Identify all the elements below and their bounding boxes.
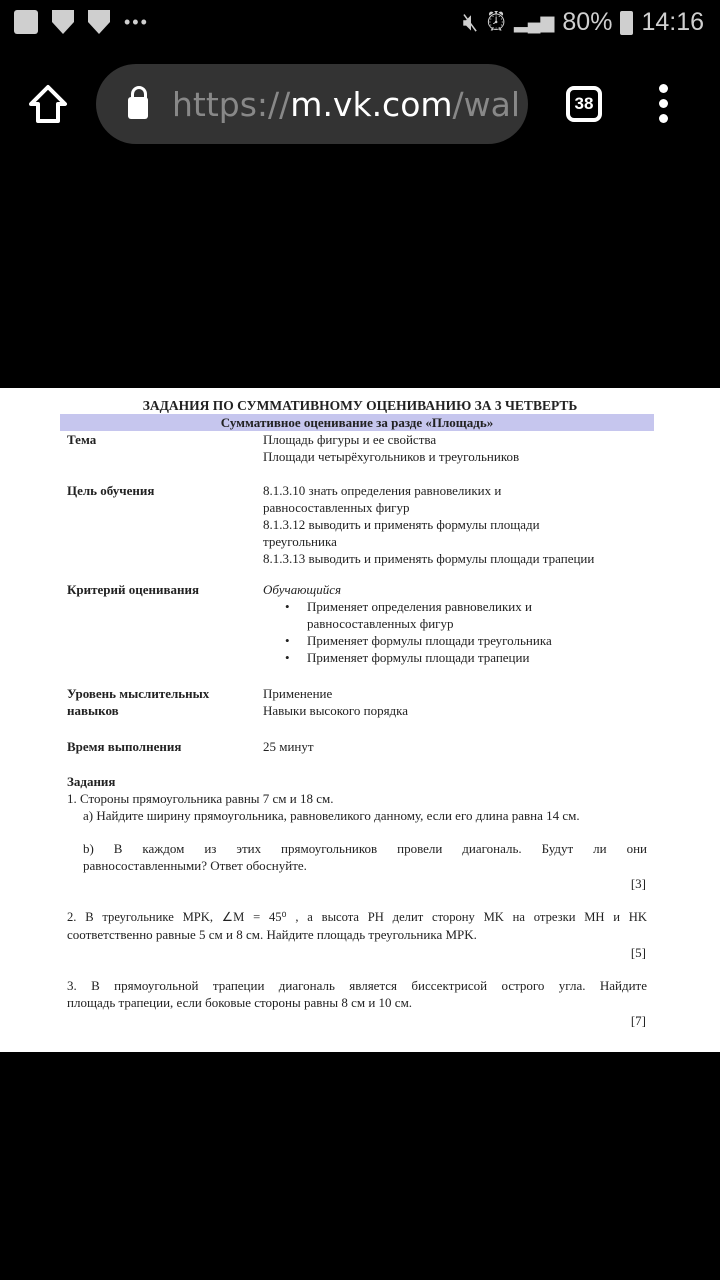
task1-points: [3] (630, 876, 646, 891)
tasks-heading: Задания (67, 774, 116, 789)
battery-icon (620, 11, 633, 35)
task1-text: 1. Стороны прямоугольника равны 7 см и 18 см. (67, 791, 334, 806)
time-label: Время выполнения (67, 739, 182, 754)
home-icon[interactable] (28, 84, 68, 124)
task1-b: b) В каждом из этих прямоугольников провели диагональ. Будут ли они (83, 841, 647, 856)
task1-a: a) Найдите ширину прямоугольника, равновеликого данному, если его длина равна 14 см. (83, 808, 580, 823)
gallery-notification-icon (14, 10, 38, 34)
document-subtitle: Суммативное оценивание за разде «Площадь» (60, 414, 654, 431)
document-title: ЗАДАНИЯ ПО СУММАТИВНОМУ ОЦЕНИВАНИЮ ЗА 3 ЧЕТВЕРТЬ (142, 398, 578, 413)
task2-text-cont: соответственно равные 5 см и 8 см. Найдите площадь треугольника MPK. (67, 927, 477, 942)
task2-text: 2. В треугольнике MPK, ∠M = 45⁰ , а высота PH делит сторону MK на отрезки MH и HK (67, 910, 647, 924)
level-label: Уровень мыслительных навыков (67, 686, 210, 718)
task1-b-cont: равносоставленными? Ответ обоснуйте. (83, 858, 307, 873)
task3-points: [7] (630, 1013, 646, 1028)
more-menu-icon[interactable] (656, 84, 670, 123)
lock-icon (128, 97, 148, 119)
battery-percent: 80% (562, 8, 613, 36)
time-value: 25 минут (263, 739, 314, 754)
level-value: Применение Навыки высокого порядка (263, 686, 409, 718)
more-notifications-icon: ••• (124, 11, 149, 32)
alarm-icon: ⏰︎ (486, 8, 506, 36)
task3-text-cont: площадь трапеции, если боковые стороны равны 8 см и 10 см. (67, 995, 413, 1010)
status-bar (0, 0, 720, 48)
mute-icon: 🔇︎ (462, 8, 479, 36)
url-scheme: https:// (172, 84, 291, 124)
clock: 14:16 (641, 8, 704, 36)
address-bar[interactable] (96, 64, 528, 144)
browser-toolbar (0, 48, 720, 160)
url-path: /wal (452, 84, 521, 124)
shield-notification-icon (52, 10, 74, 34)
criteria-label: Критерий оценивания (67, 582, 200, 597)
url-host: m.vk.com (290, 84, 453, 124)
topic-label: Тема (67, 432, 97, 447)
shield-notification-icon-2 (88, 10, 110, 34)
criteria-value: Обучающийся • Применяет определения равновеликих и равносоставленных фигур • Применяет формулы площади треугольника • Применяет формулы площади трапеции (263, 581, 552, 666)
wifi-signal-icon: ▂▄▆ (513, 12, 555, 32)
goal-label: Цель обучения (67, 483, 155, 498)
task3-text: 3. В прямоугольной трапеции диагональ является биссектрисой острого угла. Найдите (67, 978, 647, 993)
task2-points: [5] (630, 945, 646, 960)
goal-value: 8.1.3.10 знать определения равновеликих и равносоставленных фигур 8.1.3.12 выводить и применять формулы площади треугольника 8.1.3.13 выводить и применять формулы площади трапеции (263, 483, 595, 566)
tab-switcher-button[interactable]: 38 (566, 86, 602, 122)
topic-value: Площадь фигуры и ее свойства Площади четырёхугольников и треугольников (263, 432, 520, 464)
document-image (0, 388, 720, 1052)
